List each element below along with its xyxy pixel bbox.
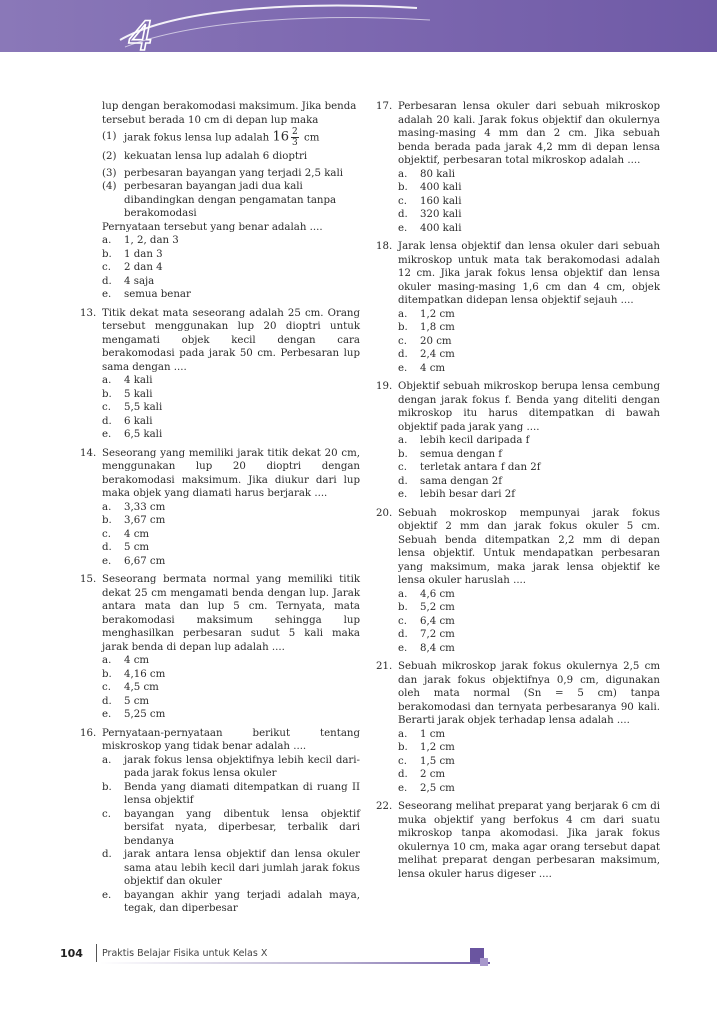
question-19 xyxy=(376,380,660,502)
answer-option: b. 400 kali xyxy=(398,182,462,193)
answer-option: e. 6,67 cm xyxy=(102,555,166,567)
answer-option: e. semua benar xyxy=(102,289,191,300)
answer-option: c. 5,5 kali xyxy=(102,402,163,413)
question-number: 15. xyxy=(80,574,97,585)
footer-rule xyxy=(100,962,490,964)
answer-option: c. 1,5 cm xyxy=(398,755,455,767)
answer-option: d. 4 saja xyxy=(102,275,155,287)
answer-option: c. 2 dan 4 xyxy=(102,262,163,273)
answer-option: b. 3,67 cm xyxy=(102,515,166,526)
answer-option: b. 4,16 cm xyxy=(102,668,166,680)
question-text: Jarak lensa objektif dan lensa okuler dari sebuah mikroskop untuk mata tak berakomodasi adalah 12 cm. Jika jarak fokus lensa objektif dan lensa okuler masing-masing 1,6 cm dan 4 cm, objek ditempatkan didepan lensa objektif sejauh .... xyxy=(398,241,660,306)
question-21 xyxy=(376,660,660,795)
answer-option: a. 4 kali xyxy=(102,375,153,386)
answer-option: c. 4 cm xyxy=(102,528,150,540)
page-footer xyxy=(60,944,490,964)
question-text: Titik dekat mata seseorang adalah 25 cm. Orang tersebut menggunakan lup 20 dioptri untuk mengamati objek kecil dengan cara berakomodasi pada jarak 50 cm. Perbesaran lup sama dengan .... xyxy=(102,307,360,373)
question-text: Sebuah mikroskop jarak fokus okulernya 2,5 cm dan jarak fokus objektifnya 0,9 cm, digunakan oleh mata normal (Sn = 5 cm) tanpa berakomodasi dan ternyata perbesaranya 90 kali. Berarti jarak objek terhadap lensa adalah .... xyxy=(398,661,660,726)
q12-options xyxy=(80,234,360,302)
answer-option: c. 6,4 cm xyxy=(398,615,455,627)
question-number: 19. xyxy=(376,381,393,392)
answer-option: d. 2,4 cm xyxy=(398,349,455,360)
answer-option: a. jarak fokus lensa objektifnya lebih kecil dari-pada jarak fokus lensa okuler xyxy=(102,754,360,779)
question-number: 18. xyxy=(376,241,393,252)
question-number: 22. xyxy=(376,801,393,812)
answer-option: b. 1,8 cm xyxy=(398,322,455,333)
answer-option: b. 5,2 cm xyxy=(398,602,455,613)
question-text: Perbesaran lensa okuler dari sebuah mikroskop adalah 20 kali. Jarak fokus objektif dan okulernya masing-masing 4 mm dan 2 cm. Jika sebuah benda berada pada jarak 4,2 mm di depan lensa objektif, perbesaran total mikroskop adalah .... xyxy=(398,101,660,166)
statement-item: (4) perbesaran bayangan jadi dua kali dibandingkan dengan pengamatan tanpa berakomodasi xyxy=(102,181,337,219)
answer-option: d. 5 cm xyxy=(102,542,150,553)
book-title: Praktis Belajar Fisika untuk Kelas X xyxy=(102,948,268,959)
question-20 xyxy=(376,507,660,656)
question-text: Seseorang melihat preparat yang berjarak 6 cm di muka objektif yang berfokus 4 cm dari suatu mikroskop tanpa akomodasi. Jika jarak fokus okulernya 10 cm, maka agar orang tersebut dapat melihat preparat dengan perbesaran maksimum, lensa okuler harus digeser .... xyxy=(398,801,660,880)
question-text: Seseorang yang memiliki jarak titik dekat 20 cm, menggunakan lup 20 dioptri dengan berakomodasi maksimum. Jika diukur dari lup maka objek yang diamati harus berjarak .... xyxy=(102,447,360,499)
statement-item: (3) perbesaran bayangan yang terjadi 2,5 kali xyxy=(102,167,343,179)
question-prompt: Pernyataan tersebut yang benar adalah .... xyxy=(102,221,323,233)
answer-option: d. sama dengan 2f xyxy=(398,475,503,487)
chapter-header-band xyxy=(0,0,717,52)
answer-option: d. 5 cm xyxy=(102,695,150,707)
footer-divider xyxy=(96,944,97,962)
page-number: 104 xyxy=(60,947,83,960)
answer-option: c. 20 cm xyxy=(398,335,452,347)
fraction-whole: 16 xyxy=(272,129,290,145)
question-number: 16. xyxy=(80,727,97,739)
answer-option: b. 5 kali xyxy=(102,388,153,400)
answer-option: c. 160 kali xyxy=(398,195,462,207)
text-line: tersebut berada 10 cm di depan lup maka xyxy=(102,114,319,126)
answer-option: b. 1,2 cm xyxy=(398,742,455,753)
answer-option: d. 6 kali xyxy=(102,415,153,427)
answer-option: e. 6,5 kali xyxy=(102,429,163,440)
right-column xyxy=(376,100,660,881)
answer-option: a. 80 kali xyxy=(398,168,455,180)
answer-option: a. 3,33 cm xyxy=(102,501,166,513)
question-13 xyxy=(80,307,360,442)
answer-option: b. 1 dan 3 xyxy=(102,248,163,260)
question-15 xyxy=(80,573,360,722)
question-text: Seseorang bermata normal yang memiliki titik dekat 25 cm mengamati benda dengan lup. Jarak antara mata dan lup 5 cm. Ternyata, mata berakomodasi maksimum sehingga lup menghasilkan perbesaran sudut 5 kali maka jarak benda di depan lup adalah .... xyxy=(102,574,360,653)
answer-option: e. bayangan akhir yang terjadi adalah maya, tegak, dan diperbesar xyxy=(102,889,360,914)
footer-square-decoration-small xyxy=(480,958,488,966)
question-text: Pernyataan-pernyataan berikut tentang miskroskop yang tidak benar adalah .... xyxy=(102,727,360,752)
statement-item: (1) jarak fokus lensa lup adalah 16 $\frac{2}{3}$ cm xyxy=(102,127,320,148)
question-number: 13. xyxy=(80,307,97,319)
statement-item: (2) kekuatan lensa lup adalah 6 dioptri xyxy=(102,151,308,162)
answer-option: d. 7,2 cm xyxy=(398,629,455,640)
question-22 xyxy=(376,800,660,881)
statement-list xyxy=(80,127,360,221)
question-14 xyxy=(80,447,360,569)
answer-option: a. 1 cm xyxy=(398,728,446,740)
answer-option: e. 2,5 cm xyxy=(398,782,455,794)
answer-option: e. 4 cm xyxy=(398,362,446,374)
answer-option: d. 2 cm xyxy=(398,769,446,780)
statement-text: jarak fokus lensa lup adalah xyxy=(124,132,270,144)
question-17 xyxy=(376,100,660,235)
answer-option: c. 4,5 cm xyxy=(102,682,159,693)
chapter-header-decoration xyxy=(0,0,717,52)
answer-option: a. 4 cm xyxy=(102,655,150,666)
answer-option: e. 8,4 cm xyxy=(398,642,455,654)
answer-option: b. semua dengan f xyxy=(398,448,503,460)
question-text: Objektif sebuah mikroskop berupa lensa cembung dengan jarak fokus f. Benda yang diteliti dengan mikroskop itu harus ditempatkan di bawah objektif pada jarak yang .... xyxy=(398,381,660,433)
answer-option: d. jarak antara lensa objektif dan lensa okuler sama atau lebih kecil dari jumlah jarak fokus objektif dan okuler xyxy=(102,849,360,887)
answer-option: e. 400 kali xyxy=(398,222,462,234)
answer-option: a. 1, 2, dan 3 xyxy=(102,235,179,246)
answer-option: a. 4,6 cm xyxy=(398,588,455,600)
answer-option: e. 5,25 cm xyxy=(102,709,166,720)
question-18 xyxy=(376,240,660,375)
question-number: 20. xyxy=(376,507,393,519)
fraction: $\frac{2}{3}$ xyxy=(292,127,298,148)
question-16 xyxy=(80,727,360,916)
question-number: 21. xyxy=(376,661,393,672)
answer-option: d. 320 kali xyxy=(398,209,462,220)
answer-option: b. Benda yang diamati ditempatkan di ruang II lensa objektif xyxy=(102,781,360,806)
answer-option: a. 1,2 cm xyxy=(398,308,455,320)
answer-option: c. terletak antara f dan 2f xyxy=(398,462,541,473)
chapter-number: 4 xyxy=(128,14,154,52)
answer-option: e. lebih besar dari 2f xyxy=(398,489,516,500)
answer-option: c. bayangan yang dibentuk lensa objektif bersifat nyata, diperbesar, terbalik dari bendanya xyxy=(102,808,360,847)
text-line: lup dengan berakomodasi maksimum. Jika benda xyxy=(102,101,357,112)
question-text: Sebuah mokroskop mempunyai jarak fokus objektif 2 mm dan jarak fokus okuler 5 cm. Sebuah benda ditempatkan 2,2 mm di depan lensa objektif. Untuk mendapatkan perbesaran yang maksimum, maka jarak lensa objektif ke lensa okuler haruslah .... xyxy=(398,507,660,586)
left-column xyxy=(80,100,360,916)
question-number: 17. xyxy=(376,101,393,112)
unit: cm xyxy=(304,132,320,144)
q12-continuation xyxy=(80,100,360,127)
question-number: 14. xyxy=(80,447,97,459)
answer-option: a. lebih kecil daripada f xyxy=(398,435,530,446)
